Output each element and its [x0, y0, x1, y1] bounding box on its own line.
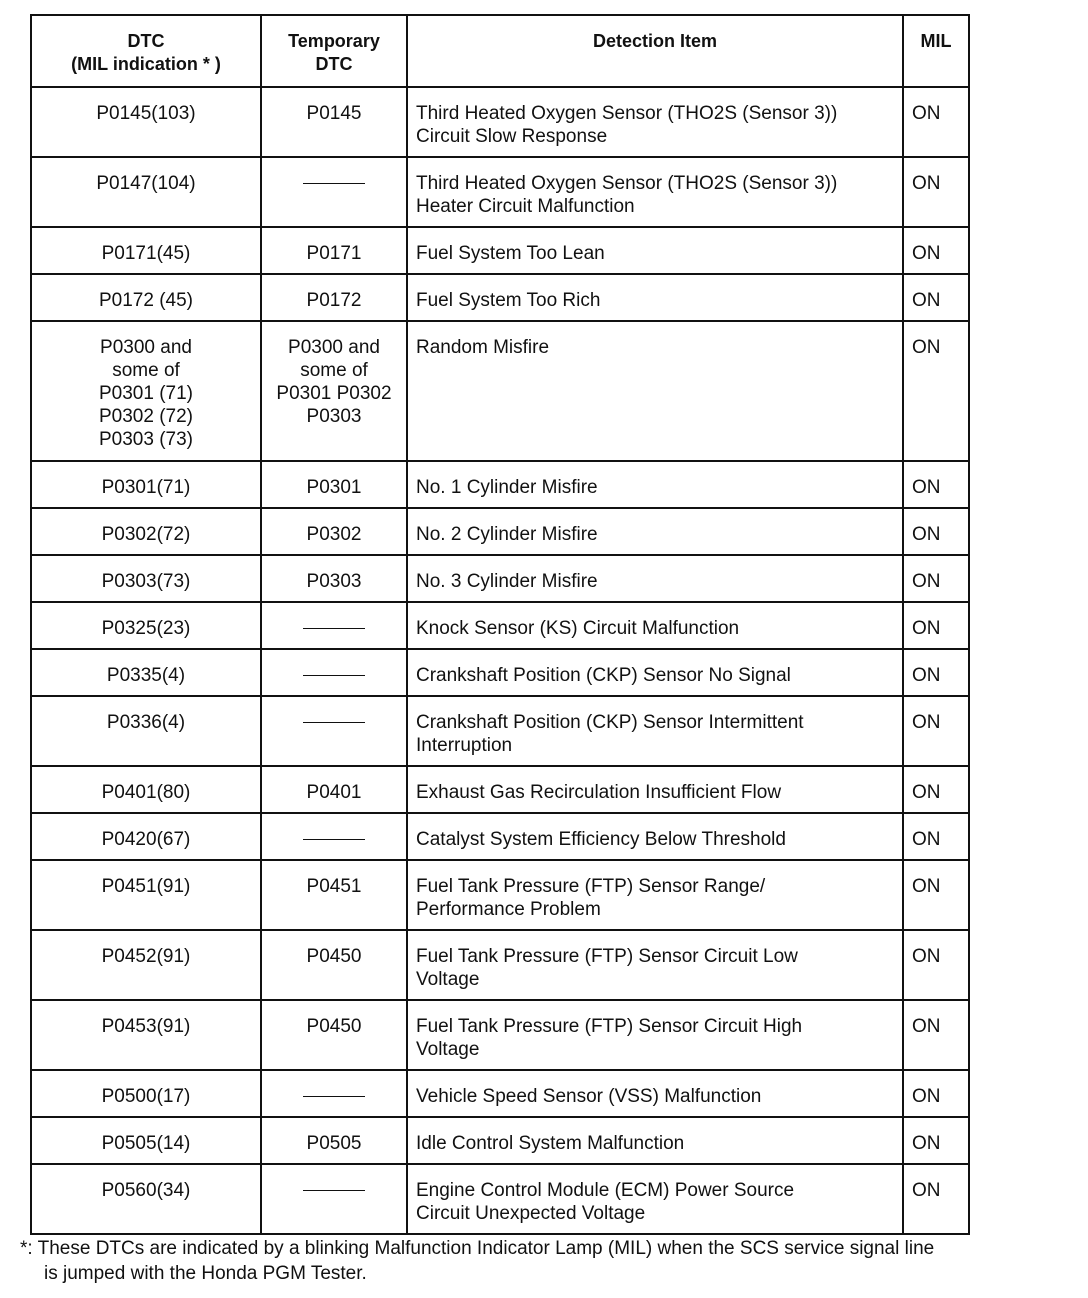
dtc-code-cell: P0336(4) [31, 696, 261, 766]
table-row [31, 602, 969, 649]
mil-cell: ON [903, 696, 969, 766]
dash-placeholder [303, 1096, 365, 1097]
table-row [31, 860, 969, 930]
temporary-dtc-cell: P0301 [261, 461, 407, 508]
mil-cell: ON [903, 274, 969, 321]
temporary-dtc-cell [261, 157, 407, 227]
table-row [31, 555, 969, 602]
detection-item-cell: Idle Control System Malfunction [407, 1117, 903, 1164]
dash-placeholder [303, 1190, 365, 1191]
dtc-code-cell: P0325(23) [31, 602, 261, 649]
dtc-code-cell: P0500(17) [31, 1070, 261, 1117]
table-body [31, 87, 969, 1234]
dash-placeholder [303, 628, 365, 629]
temporary-dtc-cell [261, 696, 407, 766]
temporary-dtc-cell [261, 813, 407, 860]
header-mil: MIL [903, 15, 969, 87]
footnote [20, 1236, 1070, 1286]
mil-cell: ON [903, 227, 969, 274]
table-header [31, 15, 969, 87]
dtc-code-cell: P0172 (45) [31, 274, 261, 321]
table-row [31, 321, 969, 461]
dtc-code-cell: P0300 and some of P0301 (71) P0302 (72) P0303 (73) [31, 321, 261, 461]
dtc-code-cell: P0560(34) [31, 1164, 261, 1234]
detection-item-cell: Crankshaft Position (CKP) Sensor Intermittent Interruption [407, 696, 903, 766]
dtc-code-cell: P0171(45) [31, 227, 261, 274]
temporary-dtc-cell: P0303 [261, 555, 407, 602]
table-row [31, 930, 969, 1000]
mil-cell: ON [903, 1164, 969, 1234]
detection-item-cell: Engine Control Module (ECM) Power Source Circuit Unexpected Voltage [407, 1164, 903, 1234]
table-row [31, 813, 969, 860]
temporary-dtc-cell: P0172 [261, 274, 407, 321]
temporary-dtc-cell: P0302 [261, 508, 407, 555]
detection-item-cell: Third Heated Oxygen Sensor (THO2S (Sensor 3)) Heater Circuit Malfunction [407, 157, 903, 227]
table-row [31, 696, 969, 766]
detection-item-cell: Fuel Tank Pressure (FTP) Sensor Range/ Performance Problem [407, 860, 903, 930]
dtc-code-cell: P0145(103) [31, 87, 261, 157]
detection-item-cell: No. 1 Cylinder Misfire [407, 461, 903, 508]
table-row [31, 274, 969, 321]
mil-cell: ON [903, 321, 969, 461]
detection-item-cell: Exhaust Gas Recirculation Insufficient Flow [407, 766, 903, 813]
header-temp-line2: DTC [315, 54, 353, 74]
mil-cell: ON [903, 602, 969, 649]
dtc-code-cell: P0302(72) [31, 508, 261, 555]
mil-cell: ON [903, 1117, 969, 1164]
detection-item-cell: No. 2 Cylinder Misfire [407, 508, 903, 555]
detection-item-cell: Random Misfire [407, 321, 903, 461]
temporary-dtc-cell: P0450 [261, 930, 407, 1000]
table-row [31, 461, 969, 508]
table-row [31, 87, 969, 157]
temporary-dtc-cell [261, 1070, 407, 1117]
temporary-dtc-cell: P0505 [261, 1117, 407, 1164]
mil-cell: ON [903, 860, 969, 930]
mil-cell: ON [903, 508, 969, 555]
temporary-dtc-cell: P0171 [261, 227, 407, 274]
temporary-dtc-cell: P0401 [261, 766, 407, 813]
detection-item-cell: Third Heated Oxygen Sensor (THO2S (Sensor 3)) Circuit Slow Response [407, 87, 903, 157]
dtc-code-cell: P0401(80) [31, 766, 261, 813]
dtc-code-cell: P0505(14) [31, 1117, 261, 1164]
footnote-line2: is jumped with the Honda PGM Tester. [44, 1263, 367, 1284]
detection-item-cell: Vehicle Speed Sensor (VSS) Malfunction [407, 1070, 903, 1117]
detection-item-cell: No. 3 Cylinder Misfire [407, 555, 903, 602]
dtc-table [30, 14, 970, 1235]
table-row [31, 1117, 969, 1164]
table-row [31, 649, 969, 696]
mil-cell: ON [903, 555, 969, 602]
mil-cell: ON [903, 1070, 969, 1117]
detection-item-cell: Fuel Tank Pressure (FTP) Sensor Circuit Low Voltage [407, 930, 903, 1000]
table-row [31, 508, 969, 555]
dash-placeholder [303, 722, 365, 723]
header-dtc-line2: (MIL indication * ) [71, 54, 221, 74]
table-row [31, 1164, 969, 1234]
detection-item-cell: Fuel Tank Pressure (FTP) Sensor Circuit High Voltage [407, 1000, 903, 1070]
dash-placeholder [303, 839, 365, 840]
mil-cell: ON [903, 461, 969, 508]
temporary-dtc-cell: P0145 [261, 87, 407, 157]
header-dtc [31, 15, 261, 87]
table-row [31, 1070, 969, 1117]
mil-cell: ON [903, 766, 969, 813]
dtc-code-cell: P0147(104) [31, 157, 261, 227]
mil-cell: ON [903, 930, 969, 1000]
footnote-line1: *: These DTCs are indicated by a blinking Malfunction Indicator Lamp (MIL) when the SCS service signal line [20, 1238, 935, 1259]
dtc-code-cell: P0301(71) [31, 461, 261, 508]
temporary-dtc-cell [261, 602, 407, 649]
dtc-code-cell: P0451(91) [31, 860, 261, 930]
temporary-dtc-cell: P0450 [261, 1000, 407, 1070]
dtc-code-cell: P0452(91) [31, 930, 261, 1000]
detection-item-cell: Catalyst System Efficiency Below Threshold [407, 813, 903, 860]
dtc-code-cell: P0453(91) [31, 1000, 261, 1070]
dtc-code-cell: P0335(4) [31, 649, 261, 696]
table-row [31, 227, 969, 274]
detection-item-cell: Fuel System Too Lean [407, 227, 903, 274]
header-temporary-dtc [261, 15, 407, 87]
dash-placeholder [303, 183, 365, 184]
detection-item-cell: Knock Sensor (KS) Circuit Malfunction [407, 602, 903, 649]
mil-cell: ON [903, 649, 969, 696]
temporary-dtc-cell: P0451 [261, 860, 407, 930]
mil-cell: ON [903, 813, 969, 860]
header-detection-item: Detection Item [407, 15, 903, 87]
mil-cell: ON [903, 87, 969, 157]
dash-placeholder [303, 675, 365, 676]
detection-item-cell: Fuel System Too Rich [407, 274, 903, 321]
mil-cell: ON [903, 157, 969, 227]
dtc-code-cell: P0420(67) [31, 813, 261, 860]
detection-item-cell: Crankshaft Position (CKP) Sensor No Signal [407, 649, 903, 696]
temporary-dtc-cell: P0300 and some of P0301 P0302 P0303 [261, 321, 407, 461]
header-row [31, 15, 969, 87]
table-row [31, 157, 969, 227]
table-row [31, 1000, 969, 1070]
temporary-dtc-cell [261, 1164, 407, 1234]
mil-cell: ON [903, 1000, 969, 1070]
table-row [31, 766, 969, 813]
header-temp-line1: Temporary [288, 31, 380, 51]
dtc-code-cell: P0303(73) [31, 555, 261, 602]
temporary-dtc-cell [261, 649, 407, 696]
header-dtc-line1: DTC [127, 31, 165, 51]
